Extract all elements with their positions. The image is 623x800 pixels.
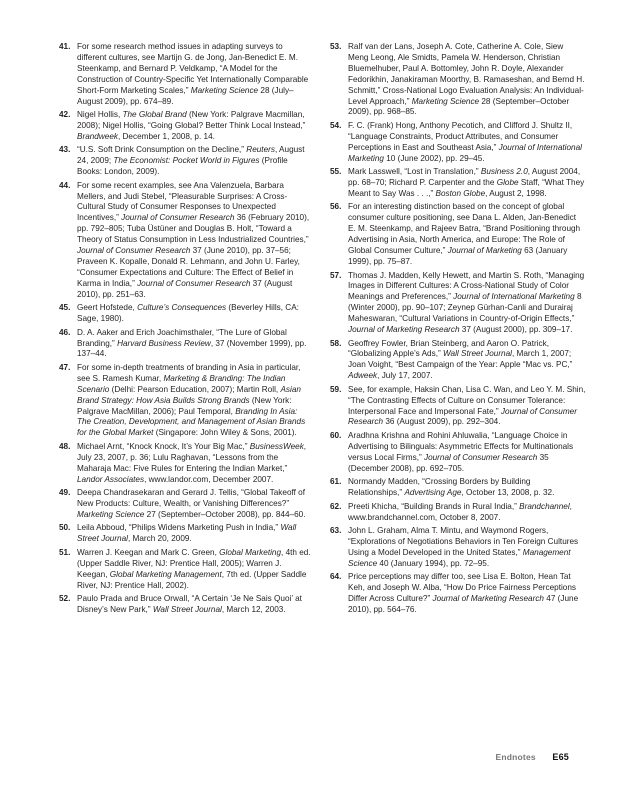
endnote-text-run: 36 (February 2010), pp. 792–805; Tuba Üstüner and Douglas B. Holt, “Toward a Theory of Status Consumption in Less Industrialized Countries,” <box>77 213 310 245</box>
endnote <box>330 502 586 524</box>
endnote-title-italic: The Global Brand <box>122 110 187 120</box>
endnote-title-italic: Culture’s Consequences <box>137 303 227 313</box>
endnote-title-italic: Journal of International Marketing <box>453 292 575 302</box>
endnote-text-run: 28 (July–August 2009), pp. 674–89. <box>77 85 294 106</box>
endnote-text-run: , July 17, 2007. <box>377 371 433 381</box>
endnote-number: 51. <box>59 547 71 557</box>
endnote-text-run: , August 24, 2009; <box>77 145 305 166</box>
endnote-title-italic: Reuters <box>246 145 275 155</box>
endnote-title-italic: The Economist: Pocket World in Figures <box>113 156 260 166</box>
endnote-title-italic: Business 2.0 <box>480 167 528 177</box>
endnote <box>59 145 311 178</box>
endnote-text-run: 28 (September–October 2009), pp. 968–85. <box>348 96 570 117</box>
endnote-title-italic: Global Marketing Management <box>109 569 222 579</box>
endnote-text-run: F. C. (Frank) Hong, Anthony Pecotich, and Clifford J. Shultz II, “Language Constraints, Product Attributes, and Consumer Perceptions in East and Southeast Asia,” <box>348 120 573 152</box>
endnote-text-run: Ralf van der Lans, Joseph A. Cote, Catherine A. Cole, Siew Meng Leong, Ale Smidts, Pamela W. Henderson, Christian Bluemelhuber, Paul A. Bottomley, John R. Doyle, Alexander Fedorikhin, Janakiraman Moorthy, B. Ramaseshan, and Bernd H. Schmitt,” Cross-National Logo Evaluation Analysis: An Individual-Level Approach,” <box>348 42 585 106</box>
endnote-title-italic: Wall Street Journal <box>152 604 222 614</box>
endnote-text <box>77 145 311 178</box>
endnote-text-run: See, for example, Haksin Chan, Lisa C. Wan, and Leo Y. M. Shin, “The Contrasting Effects of Culture on Consumer Tolerance: Interpersonal Face and Impersonal Fate,” <box>348 384 586 416</box>
endnote-text-run: , July 23, 2007, p. 36; Lulu Raghavan, “Lessons from the Maharaja Mac: Five Rules for Entering the Indian Market,” <box>77 441 307 473</box>
endnote <box>59 110 311 143</box>
endnote-text-run: 35 (December 2008), pp. 692–705. <box>348 452 549 473</box>
endnote <box>330 42 586 118</box>
endnote <box>330 526 586 570</box>
endnote-text-run: (New York: Palgrave MacMillan, 2006); Paul Temporal, <box>77 395 292 416</box>
endnote-text-run: Preeti Khicha, “Building Brands in Rural India,” <box>348 501 520 511</box>
endnote-number: 43. <box>59 145 71 155</box>
endnotes-left-column <box>59 42 311 618</box>
endnote-text-run: Staff, “What They Meant to Say Was . . .,” <box>348 178 585 198</box>
endnote-text-run: 47 (June 2010), pp. 564–76. <box>348 594 579 614</box>
endnote <box>59 523 311 545</box>
endnote <box>330 339 586 383</box>
endnote <box>330 121 586 165</box>
endnote-text-run: For some in-depth treatments of branding in Asia in particular, see S. Ramesh Kumar, <box>77 362 301 383</box>
endnote-text-run: Thomas J. Madden, Kelly Hewett, and Martin S. Roth, “Managing Images in Different Cultures: A Cross-National Study of Color Meanings and Preferences,” <box>348 270 585 302</box>
endnote-number: 45. <box>59 303 71 313</box>
endnote-text-run: 37 (August 2010), pp. 251–63. <box>77 278 293 299</box>
endnote <box>330 167 586 200</box>
endnote-title-italic: Globe <box>496 178 519 188</box>
endnote-title-italic: Journal of Consumer Research <box>121 213 235 223</box>
endnote <box>330 477 586 499</box>
endnote-text <box>348 572 586 616</box>
endnote-text <box>77 594 311 616</box>
endnote-number: 56. <box>330 202 342 212</box>
endnote-number: 42. <box>59 110 71 120</box>
endnote <box>59 181 311 301</box>
endnote-text-run: , August 2004, pp. 68–70; Richard P. Carpenter and the <box>348 167 581 188</box>
endnote-text <box>348 42 586 118</box>
endnote-text-run: Mark Lasswell, “Lost in Translation,” <box>348 167 481 177</box>
endnote-title-italic: Landor Associates <box>77 474 145 484</box>
endnote-text-run: Leila Abboud, “Philips Widens Marketing Push in India,” <box>77 523 281 533</box>
endnote-number: 47. <box>59 362 71 372</box>
endnote <box>59 594 311 616</box>
endnote <box>59 442 311 486</box>
endnote <box>330 202 586 267</box>
endnote <box>330 431 586 475</box>
endnote-text-run: , December 1, 2008, p. 14. <box>117 131 215 141</box>
endnote-text <box>77 42 311 107</box>
endnotes-right-column <box>330 42 586 618</box>
endnote-text-run: Price perceptions may differ too, see Lisa E. Bolton, Hean Tat Keh, and Joseph W. Alba, “How Do Price Fairness Perceptions Differ Across Culture?” <box>348 572 576 604</box>
endnote-number: 63. <box>330 526 342 535</box>
endnote-text <box>77 523 311 545</box>
endnote-text-run: Warren J. Keegan and Mark C. Green, <box>77 547 220 557</box>
endnote-number: 41. <box>59 42 71 51</box>
endnote-title-italic: Management Science <box>348 547 571 568</box>
endnote-title-italic: Journal of International Marketing <box>348 142 582 163</box>
endnote-text-run: , March 1, 2007; Joan Voight, “Best Campaign of the Year: Apple “Mac vs. PC,” <box>348 349 573 370</box>
endnote-text <box>77 548 311 592</box>
endnote-title-italic: Journal of Consumer Research <box>77 246 191 256</box>
endnote-text-run: For some research method issues in adapting surveys to different cultures, see Martijn G. de Jong, Jan-Benedict E. M. Steenkamp, and Bernard P. Veldkamp, “A Model for the Construction of Country-Specific Yet Internationally Comparable Short-Form Marketing Scales,” <box>77 42 309 95</box>
endnote-title-italic: Wall Street Journal <box>77 523 297 544</box>
endnote <box>59 303 311 325</box>
endnote <box>59 363 311 439</box>
endnote-text-run: 10 (June 2002), pp. 29–45. <box>383 153 485 163</box>
endnote-text-run: 37 (June 2010), pp. 37–56; Praveen K. Kopalle, Donald R. Lehmann, and John U. Farley, “Consumer Expectations and Culture: The Effect of Belief in Karma in India,” <box>77 246 300 288</box>
endnote <box>330 271 586 336</box>
endnote-title-italic: Marketing & Branding: The Indian Scenario <box>77 373 286 394</box>
endnote-text-run: , 7th ed. (Upper Saddle River, NJ: Prentice Hall, 2002). <box>77 569 307 590</box>
endnote <box>330 385 586 429</box>
endnote-text-run: (Beverley Hills, CA: Sage, 1980). <box>77 303 299 324</box>
endnote-text <box>77 488 311 521</box>
endnote-title-italic: Brandweek <box>77 131 118 141</box>
endnote-number: 57. <box>330 270 342 280</box>
endnote-text-run: (Delhi: Pearson Education, 2007); Martin Roll, <box>109 384 281 394</box>
endnote-title-italic: Global Marketing <box>219 547 282 557</box>
endnote-text-run: Geoffrey Fowler, Brian Steinberg, and Aaron O. Patrick, “Globalizing Apple’s Ads,” <box>348 338 549 359</box>
endnote-number: 59. <box>330 384 342 394</box>
endnote-text-run: 8 (Winter 2000), pp. 90–107; Zeynep Gürhan-Canli and Durairaj Maheswaran, “Cultural Variations in Country-of-Origin Effects,” <box>348 292 582 324</box>
endnote-text-run: Aradhna Krishna and Rohini Ahluwalia, “Language Choice in Advertising to Bilinguals: Asymmetric Effects for Multinationals versus Local Firms,” <box>348 430 574 462</box>
endnote-text <box>348 477 586 499</box>
endnote-text <box>348 167 586 200</box>
endnote-text-run: For some recent examples, see Ana Valenzuela, Barbara Mellers, and Judi Stebel, “Pleasurable Surprises: A Cross-Cultural Study of Consumer Responses to Unexpected Incentives,” <box>77 180 288 223</box>
endnote-text-run: 36 (August 2009), pp. 292–304. <box>383 417 501 427</box>
endnote-number: 52. <box>59 594 71 604</box>
endnote-text <box>77 110 311 143</box>
endnote <box>330 572 586 616</box>
endnote-title-italic: Advertising Age <box>404 488 462 498</box>
endnote-text-run: (Singapore: John Wiley & Sons, 2001). <box>153 428 297 438</box>
endnote-text <box>348 202 586 267</box>
endnote-title-italic: Journal of Consumer Research <box>423 452 538 462</box>
endnote-title-italic: Journal of Marketing Research <box>348 325 460 335</box>
endnote-number: 60. <box>330 430 342 440</box>
endnote-title-italic: Marketing Science <box>190 85 259 95</box>
endnote-text-run: , March 20, 2009. <box>127 534 192 544</box>
endnote-title-italic: Marketing Science <box>411 96 480 106</box>
endnote-number: 46. <box>59 327 71 337</box>
endnote-text-run: Normandy Madden, “Crossing Borders by Building Relationships,” <box>348 477 531 498</box>
endnote-number: 53. <box>330 42 342 51</box>
endnote-title-italic: Branding In Asia: The Creation, Development, and Management of Asian Brands for the Global Market <box>77 406 306 438</box>
endnote-text-run: John L. Graham, Alma T. Mintu, and Waymond Rogers, “Explorations of Negotiations Behaviors in Ten Foreign Cultures Using a Model Developed in the United States,” <box>348 526 579 557</box>
endnote-text-run: D. A. Aaker and Erich Joachimsthaler, “The Lure of Global Branding,” <box>77 327 287 348</box>
endnote-title-italic: Brandchannel <box>519 501 570 511</box>
endnote-text-run: Deepa Chandrasekaran and Gerard J. Tellis, “Global Takeoff of New Products: Culture, Wealth, or Vanishing Differences?” <box>77 488 306 508</box>
footer-section-label: Endnotes <box>495 752 536 762</box>
endnote <box>59 328 311 361</box>
page-footer <box>495 752 569 762</box>
endnote-text <box>348 526 586 570</box>
endnote-text <box>348 431 586 475</box>
endnote <box>59 42 311 107</box>
endnote-text-run: (New York: Palgrave Macmillan, 2008); Nigel Hollis, “Going Global? Better Think Local Instead,” <box>77 110 306 130</box>
endnote-number: 62. <box>330 501 342 511</box>
endnote-text-run: , October 13, 2008, p. 32. <box>461 488 555 498</box>
endnote-number: 55. <box>330 167 342 177</box>
endnote-title-italic: Marketing Science <box>77 509 145 519</box>
endnote-number: 48. <box>59 441 71 451</box>
endnote-number: 61. <box>330 477 342 487</box>
endnote-text <box>348 271 586 336</box>
endnote-number: 58. <box>330 338 342 348</box>
endnote-title-italic: BusinessWeek <box>249 441 304 451</box>
endnote-text-run: Michael Arnt, “Knock Knock, It’s Your Big Mac,” <box>77 441 250 451</box>
endnote-title-italic: Journal of Consumer Research <box>348 406 577 427</box>
endnote-text <box>77 181 311 301</box>
endnote-text-run: , August 2, 1998. <box>485 188 547 198</box>
endnote-text-run: 63 (January 1999), pp. 75–87. <box>348 246 568 266</box>
endnote-text-run: , www.landor.com, December 2007. <box>144 474 274 484</box>
endnote-number: 54. <box>330 120 342 130</box>
endnote-text-run: Geert Hofstede, <box>77 303 138 313</box>
endnote-title-italic: Harvard Business Review <box>117 338 211 348</box>
endnote-text <box>348 121 586 165</box>
endnote-text-run: For an interesting distinction based on the concept of global consumer culture positioning, see Dana L. Alden, Jan-Benedict E. M. Steenkamp, and Rajeev Batra, “Brand Positioning through Advertising in Asia, North America, and Europe: The Role of Global Consumer Culture,” <box>348 202 581 256</box>
endnote-title-italic: Journal of Consumer Research <box>137 278 251 288</box>
endnote-text <box>77 442 311 486</box>
endnote-text <box>77 363 311 439</box>
endnote-text-run: , 37 (November 1999), pp. 137–44. <box>77 338 307 359</box>
endnote <box>59 488 311 521</box>
endnote-text-run: Paulo Prada and Bruce Orwall, “A Certain ‘Je Ne Sais Quoi’ at Disney’s New Park,” <box>77 594 302 614</box>
endnote-number: 50. <box>59 523 71 533</box>
endnote-title-italic: Asian Brand Strategy: How Asia Builds Strong Brands <box>77 384 301 405</box>
endnote-text-run: 37 (August 2000), pp. 309–17. <box>459 325 573 335</box>
endnote-text-run: , www.brandchannel.com, October 8, 2007. <box>348 501 572 522</box>
endnote-text <box>77 328 311 361</box>
endnote-title-italic: Journal of Marketing Research <box>432 594 544 604</box>
endnote-number: 64. <box>330 572 342 582</box>
endnote-title-italic: Journal of Marketing <box>447 246 522 256</box>
endnote-text-run: , 4th ed. (Upper Saddle River, NJ: Prentice Hall, 2005); Warren J. Keegan, <box>77 547 311 579</box>
endnote-text-run: 27 (September–October 2008), pp. 844–60. <box>144 509 306 519</box>
endnote-title-italic: Boston Globe <box>435 188 486 198</box>
endnote-text-run: Nigel Hollis, <box>77 110 123 120</box>
endnote-text <box>77 303 311 325</box>
footer-page-number: E65 <box>552 752 569 762</box>
endnote-text-run: , March 12, 2003. <box>221 604 286 614</box>
endnote <box>59 548 311 592</box>
endnote-text <box>348 385 586 429</box>
endnote-text-run: “U.S. Soft Drink Consumption on the Decline,” <box>77 145 247 155</box>
endnote-number: 44. <box>59 180 71 190</box>
endnote-title-italic: Adweek <box>348 371 378 381</box>
endnote-text-run: 40 (January 1994), pp. 72–95. <box>377 558 490 568</box>
endnote-title-italic: Wall Street Journal <box>442 349 512 359</box>
endnote-text <box>348 502 586 524</box>
endnote-text <box>348 339 586 383</box>
endnote-text-run: (Profile Books: London, 2009). <box>77 156 288 177</box>
endnote-number: 49. <box>59 488 71 498</box>
